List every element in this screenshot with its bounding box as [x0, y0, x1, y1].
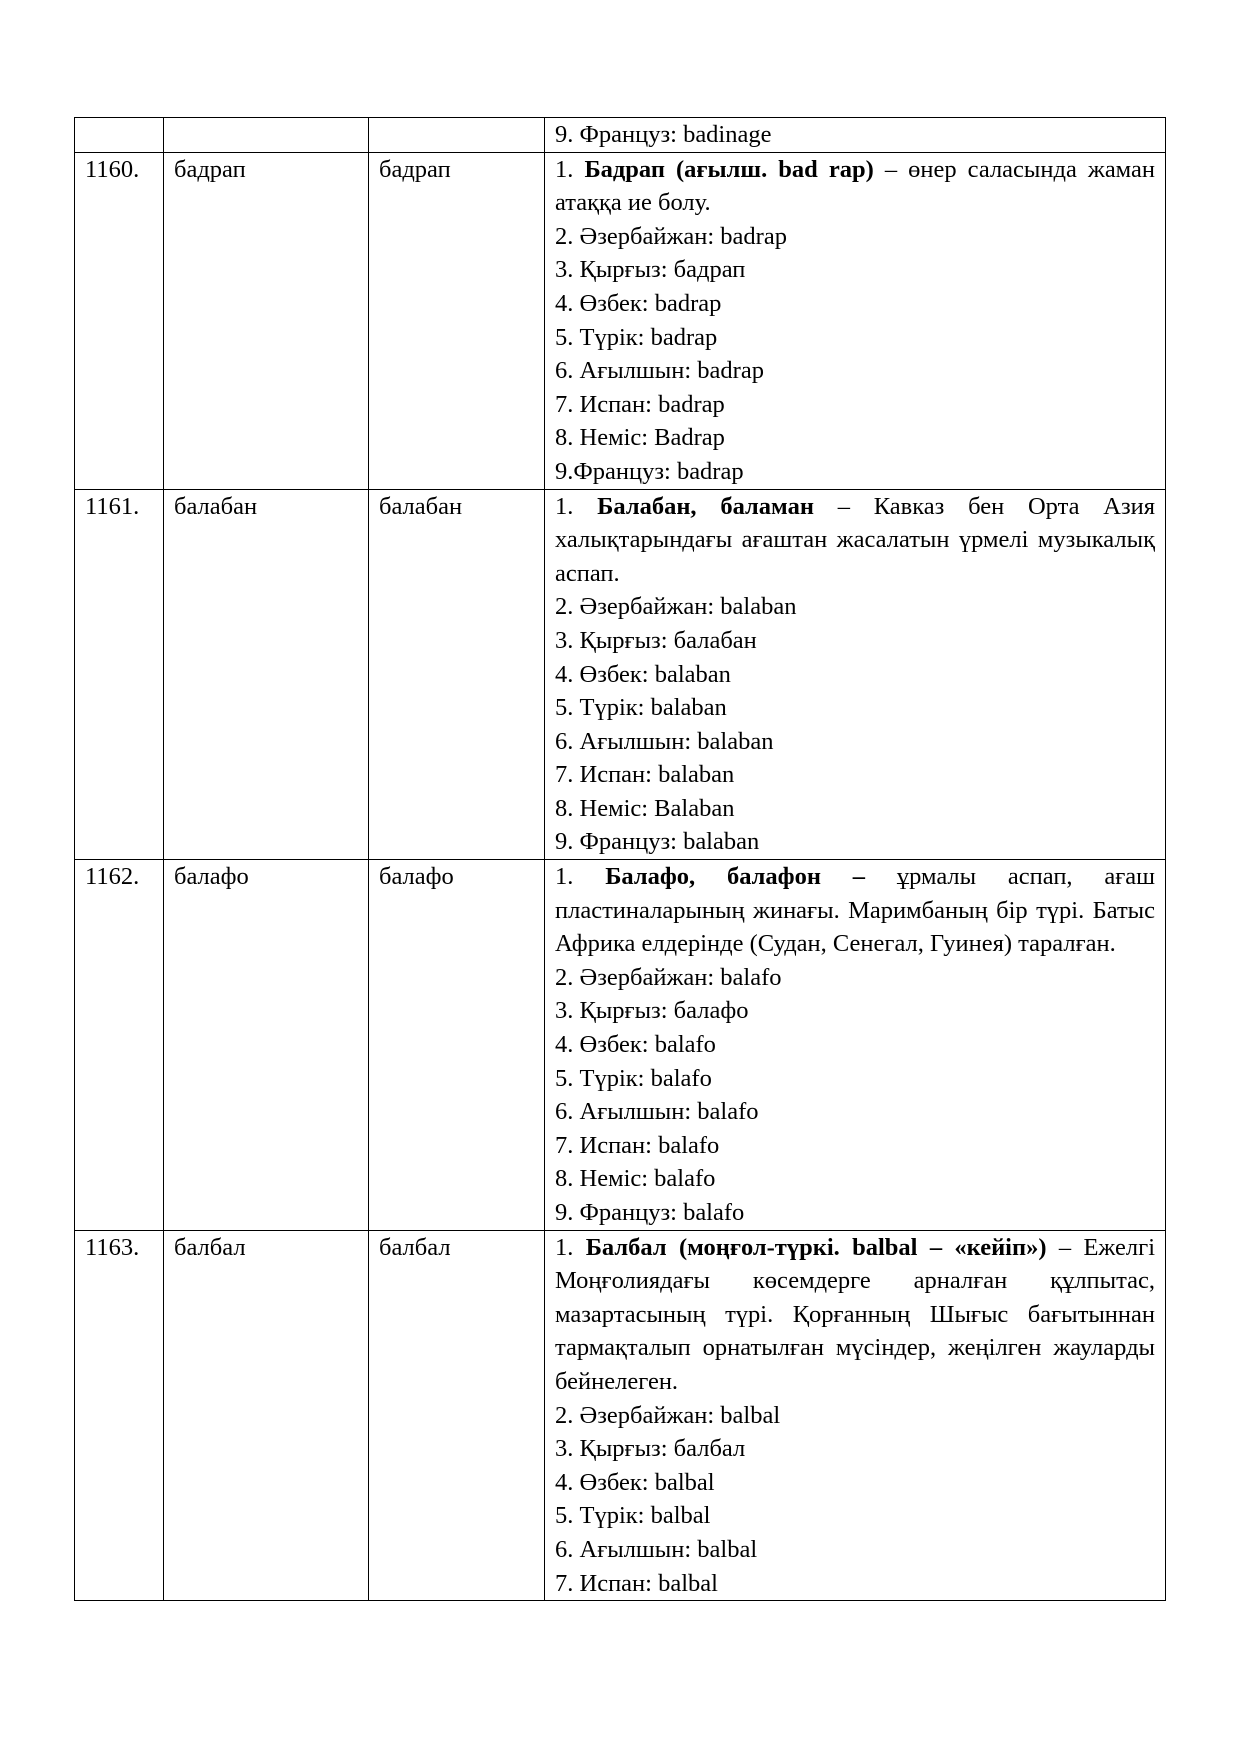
definition-lead	[555, 490, 1155, 591]
translation-line: 6. Ағылшын: balaban	[555, 727, 774, 755]
table-row	[75, 118, 1166, 153]
translation-line: 7. Испан: balbal	[555, 1569, 718, 1597]
entry-term: балбал	[164, 1230, 369, 1601]
translation-line: 2. Әзербайжан: balaban	[555, 593, 797, 621]
definition-lead	[555, 1231, 1155, 1399]
table-row	[75, 152, 1166, 489]
definition-text: ұрмалы аспап, ағаш пластиналарының жинағы. Маримбаның бір түрі. Батыс Африка елдерінде (Судан, Сенегал, Гуинея) таралған.	[555, 863, 1156, 958]
translation-line: 7. Испан: balaban	[555, 761, 735, 789]
table-row	[75, 1230, 1166, 1601]
definition-text: – өнер саласында жаман атаққа ие болу.	[555, 155, 1156, 217]
entry-definition	[545, 1230, 1166, 1601]
table-row	[75, 860, 1166, 1231]
entry-term: балафо	[164, 860, 369, 1231]
translation-line: 3. Қырғыз: балафо	[555, 997, 749, 1025]
translation-line: 3. Қырғыз: балабан	[555, 626, 757, 654]
translation-line: 5. Түрік: badrap	[555, 323, 718, 351]
translation-line: 9. Француз: balafo	[555, 1199, 745, 1226]
definition-number: 1.	[555, 155, 585, 183]
entry-definition	[545, 118, 1166, 153]
definition-number: 1.	[555, 492, 598, 520]
translation-line: 3. Қырғыз: балбал	[555, 1435, 746, 1463]
translation-line: 6. Ағылшын: balafo	[555, 1098, 759, 1126]
translation-line: 7. Испан: balafo	[555, 1131, 720, 1159]
definition-headword: Балбал (моңғол-түркі. balbal – «кейіп»)	[585, 1233, 1047, 1261]
translation-line: 8. Неміс: balafo	[555, 1165, 716, 1193]
translation-line: 5. Түрік: balafo	[555, 1064, 712, 1092]
entry-definition	[545, 860, 1166, 1231]
definition-text: – Ежелгі Моңғолиядағы көсемдерге арналған құлпытас, мазартасының түрі. Қорғанның Шығыс бағытыннан тармақталып орнатылған мүсіндер, жеңілген жауларды бейнелеген.	[555, 1233, 1155, 1395]
entry-term-variant: балбал	[369, 1230, 545, 1601]
translation-line: 4. Өзбек: balaban	[555, 660, 731, 688]
translation-line: 2. Әзербайжан: badrap	[555, 222, 787, 250]
translation-line: 6. Ағылшын: balbal	[555, 1535, 758, 1563]
dictionary-table	[74, 117, 1166, 1601]
definition-lead	[555, 153, 1155, 220]
translation-line: 9.Француз: badrap	[555, 457, 744, 485]
translation-line: 5. Түрік: balaban	[555, 694, 727, 722]
translation-line: 6. Ағылшын: badrap	[555, 357, 764, 385]
definition-number: 1.	[555, 1233, 586, 1261]
translation-line: 5. Түрік: balbal	[555, 1502, 711, 1530]
translation-line: 4. Өзбек: badrap	[555, 289, 722, 317]
table-row	[75, 489, 1166, 860]
entry-definition	[545, 152, 1166, 489]
translation-line: 7. Испан: badrap	[555, 390, 725, 418]
translation-line: 3. Қырғыз: бадрап	[555, 256, 746, 284]
entry-definition	[545, 489, 1166, 860]
translation-line: 2. Әзербайжан: balbal	[555, 1401, 781, 1429]
dictionary-body	[75, 118, 1166, 1601]
translation-line: 4. Өзбек: balbal	[555, 1468, 715, 1496]
definition-headword: Бадрап (ағылш. bad rap)	[584, 155, 874, 183]
translation-line: 9. Француз: badinage	[555, 121, 772, 148]
entry-number: 1161.	[75, 489, 164, 860]
entry-term: балабан	[164, 489, 369, 860]
entry-number: 1163.	[75, 1230, 164, 1601]
entry-term	[164, 118, 369, 153]
translation-line: 9. Француз: balaban	[555, 828, 760, 856]
entry-term-variant	[369, 118, 545, 153]
entry-number: 1160.	[75, 152, 164, 489]
translation-line: 2. Әзербайжан: balafo	[555, 963, 782, 991]
definition-headword: Балафо, балафон –	[605, 863, 866, 891]
translation-line: 8. Неміс: Badrap	[555, 424, 725, 452]
entry-term: бадрап	[164, 152, 369, 489]
definition-text: – Кавказ бен Орта Азия халықтарындағы ағаштан жасалатын үрмелі музыкалық аспап.	[555, 492, 1155, 587]
definition-number: 1.	[555, 863, 606, 891]
entry-term-variant: бадрап	[369, 152, 545, 489]
entry-number	[75, 118, 164, 153]
definition-headword: Балабан, баламан	[597, 492, 814, 520]
entry-number: 1162.	[75, 860, 164, 1231]
entry-term-variant: балафо	[369, 860, 545, 1231]
translation-line: 4. Өзбек: balafo	[555, 1031, 716, 1059]
entry-term-variant: балабан	[369, 489, 545, 860]
translation-line: 8. Неміс: Balaban	[555, 794, 735, 822]
definition-lead	[555, 860, 1155, 961]
